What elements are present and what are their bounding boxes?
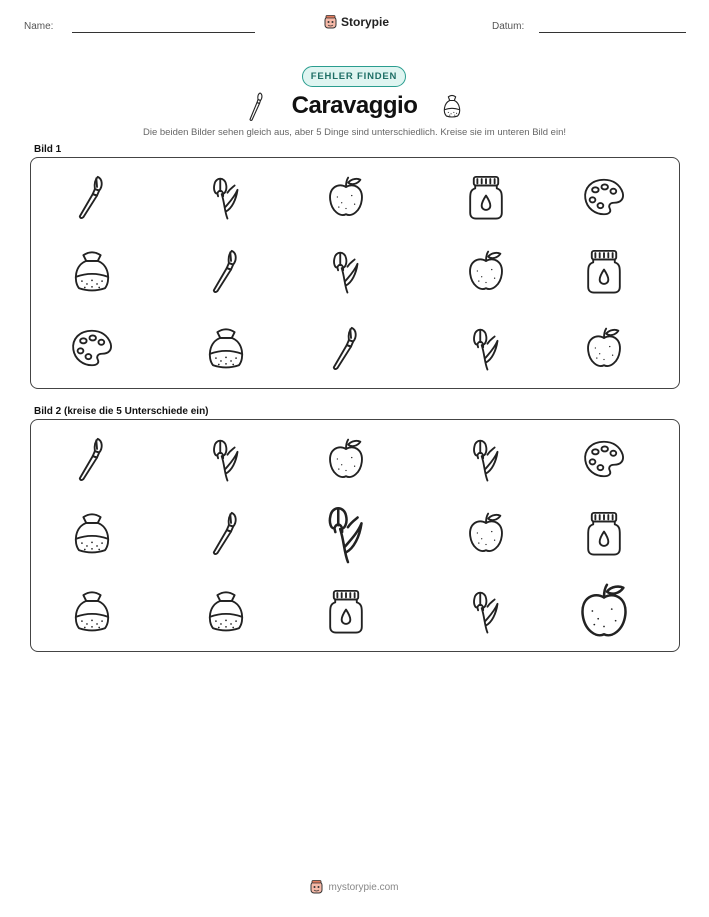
flower-icon[interactable] <box>474 441 497 481</box>
pigment-bag-icon <box>210 329 242 367</box>
pigment-bag-icon <box>76 252 108 290</box>
apple-icon <box>330 178 362 215</box>
instructions: Die beiden Bilder sehen gleich aus, aber 5 Dinge sind unterschiedlich. Kreise sie im unteren Bild ein! <box>143 127 566 138</box>
palette-icon[interactable] <box>585 442 623 477</box>
footer-url: mystorypie.com <box>328 881 399 893</box>
paintbrush-icon[interactable] <box>214 513 236 554</box>
picture1-label: Bild 1 <box>34 144 62 155</box>
pigment-bag-icon[interactable] <box>76 592 108 630</box>
palette-icon <box>585 180 623 215</box>
paintbrush-icon[interactable] <box>80 439 102 480</box>
apple-icon[interactable] <box>330 440 362 477</box>
paintbrush-icon <box>214 251 236 292</box>
pigment-bag-icon <box>441 93 463 119</box>
picture1-grid <box>30 157 680 389</box>
flower-icon <box>334 253 357 293</box>
storypie-mascot-icon <box>310 880 323 894</box>
storypie-mascot-icon <box>324 15 337 29</box>
name-line[interactable] <box>72 32 255 33</box>
name-label: Name: <box>24 21 54 32</box>
apple-large-icon[interactable] <box>583 585 626 635</box>
paint-jar-icon[interactable] <box>330 591 362 633</box>
date-label: Datum: <box>492 21 525 32</box>
flower-icon[interactable] <box>214 441 237 481</box>
paint-jar-icon[interactable] <box>588 513 620 555</box>
pigment-bag-icon[interactable] <box>76 514 108 552</box>
flower-icon <box>214 179 237 219</box>
paintbrush-icon <box>334 328 356 369</box>
paint-jar-icon <box>470 177 502 219</box>
paintbrush-icon <box>80 177 102 218</box>
worksheet-type-badge: FEHLER FINDEN <box>302 66 406 87</box>
picture2-grid[interactable] <box>30 419 680 652</box>
date-line[interactable] <box>539 32 686 33</box>
flower-icon <box>474 330 497 370</box>
flower-large-icon[interactable] <box>330 508 362 562</box>
apple-icon <box>588 329 620 366</box>
apple-icon <box>470 252 502 289</box>
footer <box>0 880 709 894</box>
palette-icon <box>73 331 111 366</box>
brand-name: Storypie <box>341 15 390 29</box>
apple-icon[interactable] <box>470 514 502 551</box>
flower-icon[interactable] <box>474 593 497 633</box>
picture2-label: Bild 2 (kreise die 5 Unterschiede ein) <box>34 406 209 417</box>
paint-jar-icon <box>588 251 620 293</box>
brand-logo <box>324 15 389 29</box>
worksheet-title: Caravaggio <box>291 92 418 119</box>
pigment-bag-icon[interactable] <box>210 592 242 630</box>
